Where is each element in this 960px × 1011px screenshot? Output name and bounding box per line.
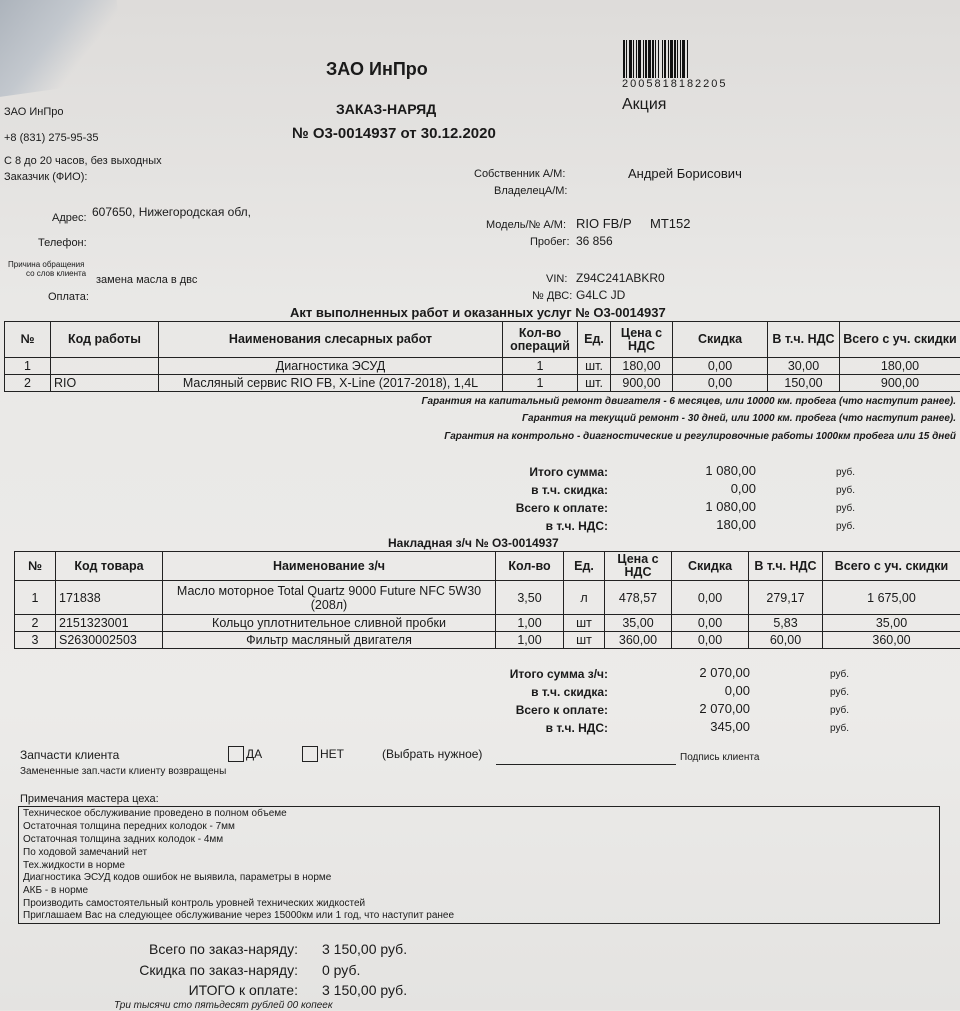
order-title: ЗАКАЗ-НАРЯД — [336, 101, 436, 117]
works-table — [4, 321, 960, 392]
order-number: № О3-0014937 от 30.12.2020 — [292, 125, 496, 142]
col-header: Код товара — [56, 552, 163, 581]
cell: 1 — [503, 375, 578, 392]
cell: 180,00 — [611, 358, 673, 375]
plate-value: МТ152 — [650, 216, 690, 231]
cell: 3,50 — [496, 581, 564, 615]
cell: Масло моторное Total Quartz 9000 Future NFC 5W30 (208л) — [163, 581, 496, 615]
cell: 0,00 — [672, 632, 749, 649]
cell: 1 — [503, 358, 578, 375]
cell: 35,00 — [605, 615, 672, 632]
currency: руб. — [836, 521, 855, 532]
vin-label: VIN: — [546, 273, 567, 285]
cell — [51, 358, 159, 375]
no-label: НЕТ — [320, 747, 344, 761]
cell: шт — [564, 615, 605, 632]
cell: Фильтр масляный двигателя — [163, 632, 496, 649]
reason-value: замена масла в двс — [96, 274, 197, 286]
company-title: ЗАО ИнПро — [326, 59, 428, 80]
table-row — [15, 632, 960, 649]
owner-value: Андрей Борисович — [628, 166, 742, 181]
cell: 35,00 — [823, 615, 960, 632]
mileage-label: Пробег: — [530, 236, 570, 248]
cell: 1,00 — [496, 615, 564, 632]
works-title: Акт выполненных работ и оказанных услуг № О3-0014937 — [290, 305, 666, 320]
cell: 5,83 — [749, 615, 823, 632]
col-header: Цена с НДС — [611, 322, 673, 358]
col-header: Наименование з/ч — [163, 552, 496, 581]
col-header: Кол-во операций — [503, 322, 578, 358]
cell: 1 — [5, 358, 51, 375]
model-value: RIO FB/P — [576, 216, 632, 231]
col-header: Скидка — [672, 552, 749, 581]
works-vat-value: 180,00 — [716, 517, 756, 532]
cell: 2151323001 — [56, 615, 163, 632]
note-item: Техническое обслуживание проведено в полном объеме — [23, 808, 287, 819]
col-header: Кол-во — [496, 552, 564, 581]
barcode-image — [622, 40, 758, 78]
cell: 0,00 — [673, 375, 768, 392]
order-total-value: 3 150,00 руб. — [322, 941, 407, 957]
cell: 171838 — [56, 581, 163, 615]
col-header: № — [5, 322, 51, 358]
parts-total-label: Итого сумма з/ч: — [510, 667, 608, 681]
cell: 478,57 — [605, 581, 672, 615]
warranty-line: Гарантия на контрольно - диагностические и регулировочные работы 1000км пробега или 15 дней — [444, 431, 956, 442]
parts-discount-value: 0,00 — [725, 683, 750, 698]
col-header: № — [15, 552, 56, 581]
col-header: Код работы — [51, 322, 159, 358]
order-discount-label: Скидка по заказ-наряду: — [139, 962, 298, 978]
col-header: Ед. — [578, 322, 611, 358]
table-row — [15, 581, 960, 615]
currency: руб. — [836, 485, 855, 496]
notes-title: Примечания мастера цеха: — [20, 793, 159, 805]
notes-box — [18, 806, 940, 924]
cell: шт — [564, 632, 605, 649]
col-header: Всего с уч. скидки — [823, 552, 960, 581]
works-discount-value: 0,00 — [731, 481, 756, 496]
engine-label: № ДВС: — [532, 290, 572, 302]
yes-label: ДА — [246, 747, 262, 761]
note-item: Остаточная толщина передних колодок - 7мм — [23, 821, 235, 832]
parts-total-value: 2 070,00 — [699, 665, 750, 680]
works-total-label: Итого сумма: — [529, 465, 608, 479]
customer-label: Заказчик (ФИО): — [4, 171, 87, 183]
cell: шт. — [578, 375, 611, 392]
cell: 0,00 — [672, 615, 749, 632]
parts-pay-label: Всего к оплате: — [516, 703, 608, 717]
col-header: В т.ч. НДС — [749, 552, 823, 581]
col-header: Цена с НДС — [605, 552, 672, 581]
cell: Масляный сервис RIO FB, X-Line (2017-2018), 1,4L — [159, 375, 503, 392]
note-item: Тех.жидкости в норме — [23, 860, 125, 871]
warranty-line: Гарантия на текущий ремонт - 30 дней, или 1000 км. пробега (что наступит ранее). — [522, 413, 956, 424]
cell: 1,00 — [496, 632, 564, 649]
currency: руб. — [836, 503, 855, 514]
currency: руб. — [830, 705, 849, 716]
cell: Диагностика ЭСУД — [159, 358, 503, 375]
cell: 1 675,00 — [823, 581, 960, 615]
table-row — [5, 375, 960, 392]
pay-total-value: 3 150,00 руб. — [322, 982, 407, 998]
note-item: Производить самостоятельный контроль уровней технических жидкостей — [23, 898, 365, 909]
warranty-line: Гарантия на капитальный ремонт двигателя - 6 месяцев, или 10000 км. пробега (что наступит ранее). — [422, 396, 956, 407]
currency: руб. — [836, 467, 855, 478]
cell: 3 — [15, 632, 56, 649]
parts-table — [14, 551, 960, 649]
cell: 279,17 — [749, 581, 823, 615]
signature-label: Подпись клиента — [680, 752, 759, 763]
note-item: Остаточная толщина задних колодок - 4мм — [23, 834, 223, 845]
no-checkbox[interactable] — [302, 746, 318, 762]
cell: 360,00 — [823, 632, 960, 649]
cell: 360,00 — [605, 632, 672, 649]
amount-in-words: Три тысячи сто пятьдесят рублей 00 копеек — [114, 1000, 333, 1011]
works-discount-label: в т.ч. скидка: — [531, 483, 608, 497]
pay-total-label: ИТОГО к оплате: — [189, 982, 298, 998]
cell: 150,00 — [768, 375, 840, 392]
works-pay-value: 1 080,00 — [705, 499, 756, 514]
work-hours: С 8 до 20 часов, без выходных — [4, 155, 162, 167]
vin-value: Z94C241ABKR0 — [576, 271, 665, 285]
cell: 900,00 — [611, 375, 673, 392]
works-total-value: 1 080,00 — [705, 463, 756, 478]
cell: 180,00 — [840, 358, 960, 375]
address-label: Адрес: — [52, 212, 87, 224]
currency: руб. — [830, 669, 849, 680]
address-value: 607650, Нижегородская обл, — [92, 205, 251, 219]
table-row — [5, 358, 960, 375]
model-label: Модель/№ А/М: — [486, 219, 566, 231]
order-discount-value: 0 руб. — [322, 962, 360, 978]
parts-vat-value: 345,00 — [710, 719, 750, 734]
barcode-number: 2005818182205 — [622, 78, 728, 90]
payment-label: Оплата: — [48, 291, 89, 303]
currency: руб. — [830, 723, 849, 734]
col-header: В т.ч. НДС — [768, 322, 840, 358]
note-item: Приглашаем Вас на следующее обслуживание через 15000км или 1 год, что наступит ранее — [23, 910, 454, 921]
cell: Кольцо уплотнительное сливной пробки — [163, 615, 496, 632]
parts-discount-label: в т.ч. скидка: — [531, 685, 608, 699]
parts-pay-value: 2 070,00 — [699, 701, 750, 716]
owner-label: Собственник А/М: — [474, 168, 565, 180]
note-item: Диагностика ЭСУД кодов ошибок не выявила, параметры в норме — [23, 872, 331, 883]
works-vat-label: в т.ч. НДС: — [546, 519, 608, 533]
signature-line — [496, 764, 676, 765]
cell: л — [564, 581, 605, 615]
company-phone: +8 (831) 275-95-35 — [4, 132, 98, 144]
cell: 900,00 — [840, 375, 960, 392]
note-item: АКБ - в норме — [23, 885, 88, 896]
yes-checkbox[interactable] — [228, 746, 244, 762]
engine-value: G4LC JD — [576, 288, 625, 302]
works-pay-label: Всего к оплате: — [516, 501, 608, 515]
order-total-label: Всего по заказ-наряду: — [149, 941, 298, 957]
holder-label: ВладелецА/М: — [494, 185, 568, 197]
reason-label-2: со слов клиента — [26, 269, 86, 278]
cell: 0,00 — [673, 358, 768, 375]
cell: 0,00 — [672, 581, 749, 615]
cell: 1 — [15, 581, 56, 615]
client-parts-label: Запчасти клиента — [20, 748, 119, 762]
note-item: По ходовой замечаний нет — [23, 847, 147, 858]
table-row — [15, 615, 960, 632]
cell: 30,00 — [768, 358, 840, 375]
col-header: Всего с уч. скидки — [840, 322, 960, 358]
reason-label-1: Причина обращения — [8, 260, 84, 269]
choose-hint: (Выбрать нужное) — [382, 747, 482, 761]
phone-label: Телефон: — [38, 237, 87, 249]
parts-title: Накладная з/ч № О3-0014937 — [388, 536, 559, 550]
currency: руб. — [830, 687, 849, 698]
parts-vat-label: в т.ч. НДС: — [546, 721, 608, 735]
cell: 2 — [15, 615, 56, 632]
cell: шт. — [578, 358, 611, 375]
folded-corner — [0, 0, 128, 100]
company-small: ЗАО ИнПро — [4, 106, 63, 118]
promo-label: Акция — [622, 96, 666, 114]
cell: 2 — [5, 375, 51, 392]
cell: S2630002503 — [56, 632, 163, 649]
cell: 60,00 — [749, 632, 823, 649]
mileage-value: 36 856 — [576, 234, 613, 248]
col-header: Наименования слесарных работ — [159, 322, 503, 358]
col-header: Ед. — [564, 552, 605, 581]
col-header: Скидка — [673, 322, 768, 358]
cell: RIO — [51, 375, 159, 392]
parts-returned-label: Замененные зап.части клиенту возвращены — [20, 766, 226, 777]
